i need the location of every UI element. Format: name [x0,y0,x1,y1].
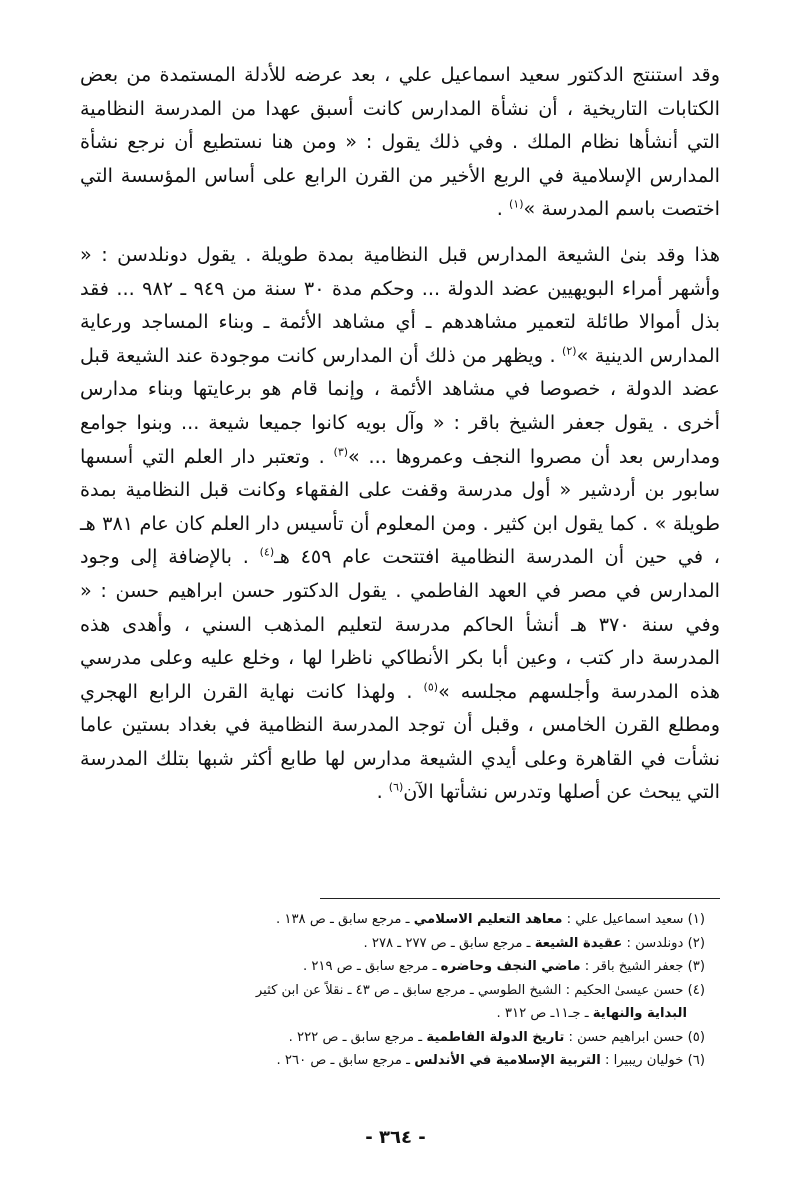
text-run: . ولهذا كانت نهاية القرن الرابع الهجري ومطلع القرن الخامس ، وقبل أن توجد المدرسة النظامية في بغداد بستين عاما نشأت في القاهرة وعلى أيدي الشيعة مدارس لها طابع أكثر شبها بتلك المدرسة التي يبحث عن أصلها وتدرس نشأتها الآن [80,679,720,804]
footnote-text: ـ مرجع سابق ـ ص ١٣٨ . [275,912,414,927]
text-run: . ويظهر من ذلك أن المدارس كانت موجودة عند الشيعة قبل عضد الدولة ، خصوصا في مشاهد الأئمة ، وإنما قام هو برعايتها وبناء مدارس أخرى . يقول جعفر الشيخ باقر : « وآل بويه كانوا جميعا شيعة ... وبنوا جوامع ومدارس بعد أن مصروا النجف وعمروها ... » [80,343,720,468]
footnote-title: عقيدة الشيعة [534,935,623,951]
text-run: هذا وقد بنىٰ الشيعة المدارس قبل النظامية بمدة طويلة . يقول دونلدسن : « وأشهر أمراء البويهيين عضد الدولة ... وحكم مدة ٣٠ سنة من ٩٤٩ ـ ٩٨٢ ... فقد بذل أموالا طائلة لتعمير مشاهدهم ـ أي مشاهد الأئمة ـ وبناء المساجد ورعاية المدارس الدينية » [80,242,720,367]
footnote-ref-6: (٦) [388,781,404,795]
footnote-title: تاريخ الدولة الفاطمية [426,1029,565,1045]
paragraph-1 [80,58,720,226]
footnote-text: ـ مرجع سابق ـ ص ٢١٩ . [302,959,441,974]
footnote-ref-4: (٤) [259,545,275,559]
text-run: وقد استنتج الدكتور سعيد اسماعيل علي ، بعد عرضه للأدلة المستمدة من بعض الكتابات التاريخية ، أن نشأة المدارس كانت أسبق عهدا من المدرسة النظامية التي أنشأها نظام الملك . وفي ذلك يقول : « ومن هنا نستطيع أن نرجع نشأة المدارس الإسلامية في الربع الأخير من القرن الرابع على أساس المؤسسة التي اختصت باسم المدرسة » [80,63,720,221]
footnote-ref-5: (٥) [423,680,439,694]
footnote-text: ـ مرجع سابق ـ ص ٢٢٢ . [288,1029,427,1045]
footnote-ref-2: (٢) [562,344,577,358]
footnote-title: معاهد التعليم الاسلامي [413,912,563,927]
text-run: . [376,780,389,804]
footnote-continuation [497,1006,705,1021]
footnote-text: خوليان ريبيرا : [600,1053,688,1068]
footnote-5 [80,1026,705,1050]
footnotes [80,908,705,1073]
footnote-number: (٥) [687,1029,705,1045]
footnote-text: حسن ابراهيم حسن : [564,1029,688,1045]
footnote-text: ـ مرجع سابق ـ ص ٢٦٠ . [276,1053,415,1068]
text-run: . وتعتبر دار العلم التي أسسها سابور بن أردشير « أول مدرسة وقفت على الفقهاء وكانت قبل النظامية بمدة طويلة » . كما يقول ابن كثير . ومن المعلوم أن تأسيس دار العلم كان عام ٣٨١ هـ ، في حين أن المدرسة النظامية افتتحت عام ٤٥٩ هـ [80,444,720,569]
footnote-text: حسن عيسىٰ الحكيم : الشيخ الطوسي ـ مرجع سابق ـ ص ٤٣ ـ نقلاً عن ابن كثير [255,982,688,998]
footnote-number: (٤) [687,982,705,998]
footnote-ref-1: (١) [508,197,524,211]
footnote-number: (١) [687,912,705,927]
footnote-number: (٢) [687,935,705,951]
paragraph-2 [80,238,720,809]
footnote-ref-3: (٣) [333,445,349,459]
footnote-4 [80,979,705,1026]
text-run: . [496,197,509,221]
footnote-title: البداية والنهاية [592,1006,687,1021]
footnote-6 [80,1049,705,1073]
footnote-2 [80,932,705,956]
main-text [80,58,720,809]
footnote-number: (٦) [687,1053,705,1068]
footnote-separator [320,898,720,899]
footnote-text: دونلدسن : [622,935,688,951]
footnote-text: سعيد اسماعيل علي : [562,912,688,927]
footnote-text: ـ جـ١١ـ ص ٣١٢ . [496,1006,593,1021]
footnote-text: ـ مرجع سابق ـ ص ٢٧٧ ـ ٢٧٨ . [363,935,535,951]
footnote-title: التربية الإسلامية في الأندلس [414,1053,601,1068]
footnote-1 [80,908,705,932]
text-run: . بالإضافة إلى وجود المدارس في مصر في العهد الفاطمي . يقول الدكتور حسن ابراهيم حسن : « وفي سنة ٣٧٠ هـ أنشأ الحاكم مدرسة لتعليم المذهب السني ، وأهدى هذه المدرسة دار كتب ، وعين أبا بكر الأنطاكي ناظرا لها ، وخلع عليه وعلى مدرسي هذه المدرسة وأجلسهم مجلسه » [80,545,720,703]
footnote-number: (٣) [687,959,705,974]
footnote-title: ماضي النجف وحاضره [440,959,581,974]
page-number: - ٣٦٤ - [365,1127,426,1148]
footnote-3 [80,955,705,979]
footnote-text: جعفر الشيخ باقر : [580,959,688,974]
